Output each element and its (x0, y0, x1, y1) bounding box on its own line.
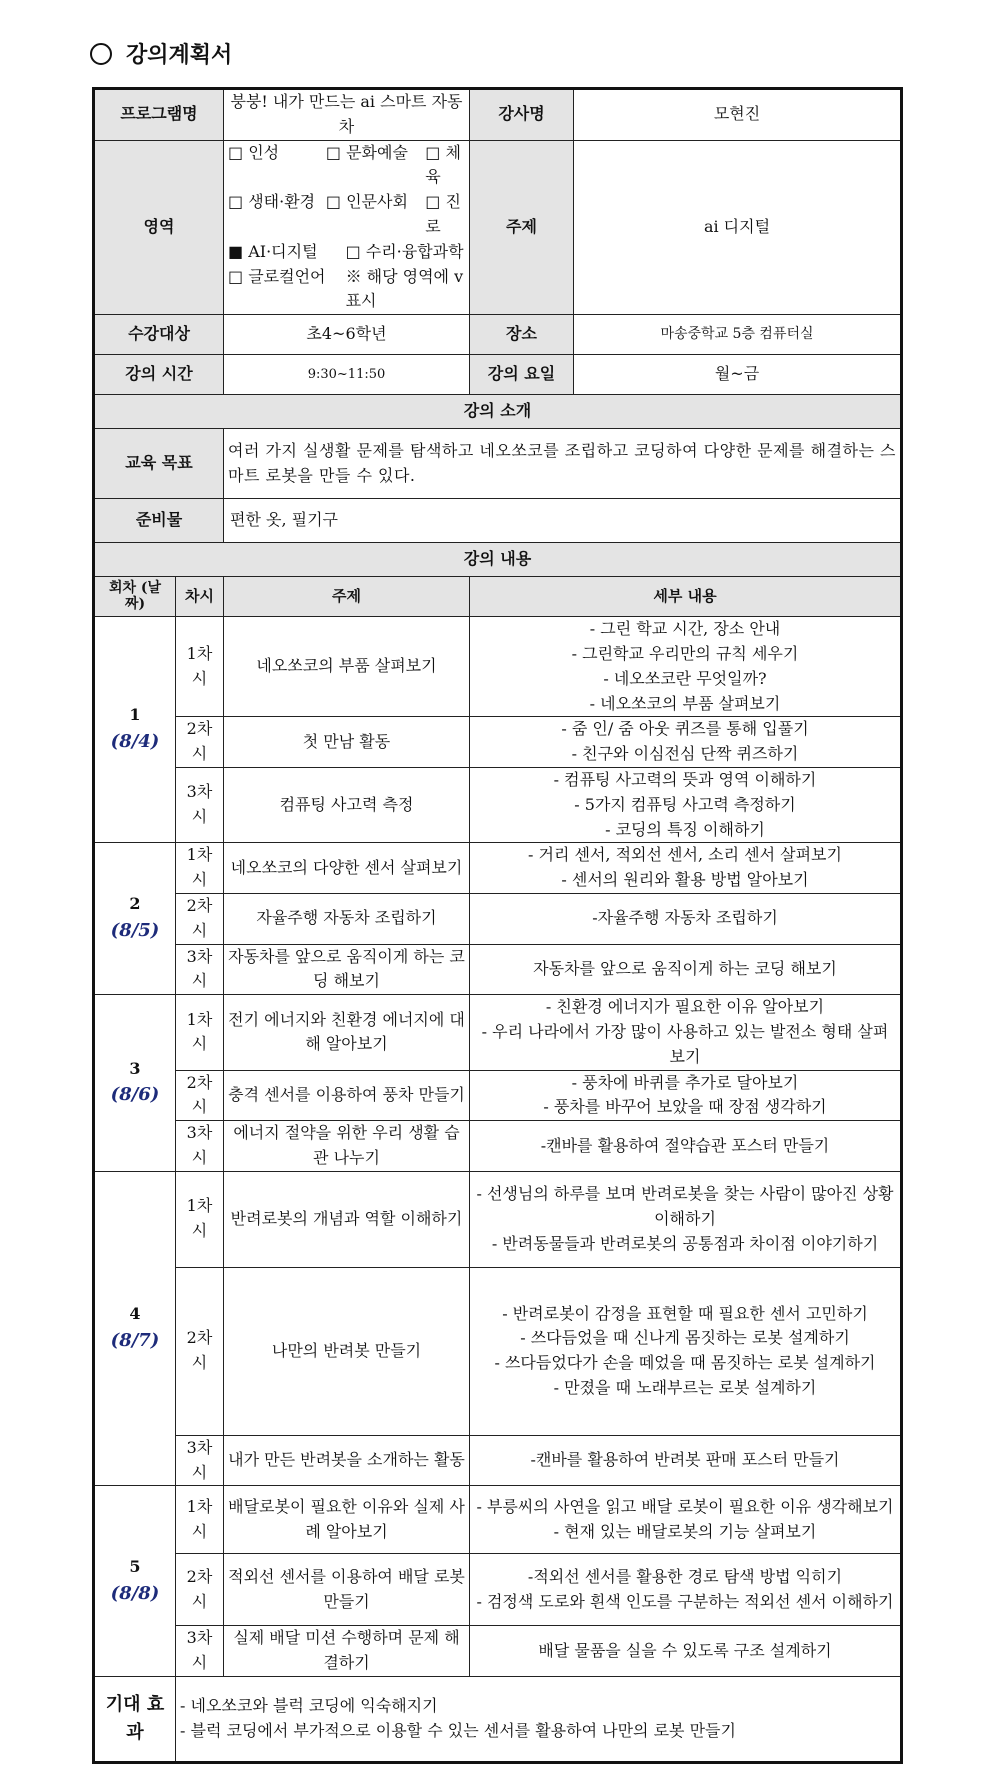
content-row (94, 717, 902, 768)
content-row (94, 1554, 902, 1626)
detail-line: - 현재 있는 배달로봇의 기능 살펴보기 (553, 1521, 817, 1541)
content-row (94, 617, 902, 717)
detail-line: - 거리 센서, 적외선 센서, 소리 센서 살펴보기 (528, 845, 842, 865)
period-cell: 2차시 (176, 893, 224, 944)
goal-label: 교육 목표 (94, 429, 224, 499)
target-label: 수강대상 (94, 315, 224, 355)
col-session-header: 회차 (날짜) (94, 577, 176, 617)
period-cell: 3차시 (176, 944, 224, 995)
area-option: □ 인성 (228, 142, 280, 162)
effect-list (176, 1676, 902, 1762)
detail-line: - 줌 인/ 줌 아웃 퀴즈를 통해 입풀기 (561, 719, 809, 739)
period-cell: 3차시 (176, 767, 224, 842)
content-row (94, 893, 902, 944)
period-cell: 1차시 (176, 1486, 224, 1554)
detail-line: -자율주행 자동차 조립하기 (592, 908, 778, 928)
area-option: □ 문화예술 (325, 142, 408, 162)
detail-line: - 풍차에 바퀴를 추가로 달아보기 (571, 1072, 799, 1092)
effect-item: - 블럭 코딩에서 부가적으로 이용할 수 있는 센서를 활용하여 나만의 로봇 만들기 (180, 1720, 736, 1740)
detail-line: - 친환경 에너지가 필요한 이유 알아보기 (545, 997, 825, 1017)
area-row (228, 265, 465, 315)
subject-label: 주제 (470, 140, 574, 315)
detail-cell (470, 617, 902, 717)
instructor-label: 강사명 (470, 89, 574, 141)
area-checklist (224, 140, 470, 315)
detail-line: - 컴퓨팅 사고력의 뜻과 영역 이해하기 (553, 769, 817, 789)
session-number: 1 (129, 705, 141, 725)
detail-cell (470, 843, 902, 894)
circle-bullet-icon (90, 43, 112, 65)
detail-cell (470, 767, 902, 842)
instructor-name: 모현진 (574, 89, 902, 141)
session-date: (8/8) (110, 1582, 160, 1604)
area-option: ■ AI·디지털 (228, 241, 318, 261)
detail-line: -캔바를 활용하여 반려봇 판매 포스터 만들기 (530, 1450, 840, 1470)
content-row (94, 1626, 902, 1677)
period-cell: 2차시 (176, 1554, 224, 1626)
session-number: 4 (129, 1304, 141, 1324)
period-cell: 2차시 (176, 717, 224, 768)
lecture-plan-table (92, 87, 903, 1764)
effect-item: - 네오쏘코와 블럭 코딩에 익숙해지기 (180, 1696, 438, 1716)
detail-line: - 그린 학교 시간, 장소 안내 (589, 619, 781, 639)
topic-cell: 나만의 반려봇 만들기 (224, 1267, 470, 1435)
area-row (228, 190, 465, 240)
target-value: 초4~6학년 (224, 315, 470, 355)
period-cell: 1차시 (176, 1171, 224, 1267)
period-cell: 1차시 (176, 617, 224, 717)
detail-line: - 검정색 도로와 흰색 인도를 구분하는 적외선 센서 이해하기 (476, 1591, 894, 1611)
program-name: 붕붕! 내가 만드는 ai 스마트 자동차 (224, 89, 470, 141)
topic-cell: 실제 배달 미션 수행하며 문제 해결하기 (224, 1626, 470, 1677)
detail-cell (470, 1070, 902, 1121)
col-period-header: 차시 (176, 577, 224, 617)
topic-cell: 자율주행 자동차 조립하기 (224, 893, 470, 944)
detail-line: - 부릉씨의 사연을 읽고 배달 로봇이 필요한 이유 생각해보기 (476, 1497, 894, 1516)
detail-line: - 반려로봇이 감정을 표현할 때 필요한 센서 고민하기 (502, 1303, 868, 1323)
topic-cell: 첫 만남 활동 (224, 717, 470, 768)
detail-cell (470, 893, 902, 944)
detail-cell (470, 1486, 902, 1554)
time-label: 강의 시간 (94, 355, 224, 395)
detail-line: - 그린학교 우리만의 규칙 세우기 (571, 643, 799, 663)
detail-line: - 코딩의 특징 이해하기 (605, 819, 765, 839)
session-cell (94, 1171, 176, 1486)
content-row (94, 1267, 902, 1435)
session-cell (94, 995, 176, 1172)
detail-cell (470, 717, 902, 768)
period-cell: 3차시 (176, 1435, 224, 1486)
detail-line: - 5가지 컴퓨팅 사고력 측정하기 (574, 794, 796, 814)
session-cell (94, 843, 176, 995)
detail-line: - 친구와 이심전심 단짝 퀴즈하기 (571, 744, 799, 764)
area-option: □ 글로컬언어 (228, 266, 326, 286)
area-option: □ 생태·환경 (228, 192, 316, 212)
session-number: 2 (129, 894, 141, 914)
content-row (94, 767, 902, 842)
detail-cell (470, 995, 902, 1070)
session-cell (94, 1486, 176, 1677)
day-label: 강의 요일 (470, 355, 574, 395)
topic-cell: 컴퓨팅 사고력 측정 (224, 767, 470, 842)
session-number: 5 (129, 1556, 141, 1576)
detail-line: -캔바를 활용하여 절약습관 포스터 만들기 (540, 1135, 830, 1155)
place-label: 장소 (470, 315, 574, 355)
detail-line: 자동차를 앞으로 움직이게 하는 코딩 해보기 (533, 958, 837, 978)
topic-cell: 자동차를 앞으로 움직이게 하는 코딩 해보기 (224, 944, 470, 995)
area-row (228, 141, 465, 191)
detail-line: - 만졌을 때 노래부르는 로봇 설계하기 (553, 1378, 817, 1397)
detail-line: - 센서의 원리와 활용 방법 알아보기 (561, 870, 809, 890)
topic-cell: 적외선 센서를 이용하여 배달 로봇 만들기 (224, 1554, 470, 1626)
detail-line: - 네오쏘코의 부품 살펴보기 (589, 693, 781, 713)
detail-cell (470, 1171, 902, 1267)
detail-line: - 선생님의 하루를 보며 반려로봇을 찾는 사람이 많아진 상황 이해하기 (476, 1184, 894, 1228)
period-cell: 1차시 (176, 995, 224, 1070)
effect-label: 기대 효과 (94, 1676, 176, 1762)
goal-text: 여러 가지 실생활 문제를 탐색하고 네오쏘코를 조립하고 코딩하여 다양한 문제를 해결하는 스마트 로봇을 만들 수 있다. (224, 429, 902, 499)
detail-line: - 풍차를 바꾸어 보았을 때 장점 생각하기 (543, 1097, 827, 1117)
detail-line: - 쓰다듬었을 때 신나게 몸짓하는 로봇 설계하기 (520, 1328, 850, 1348)
col-detail-header: 세부 내용 (470, 577, 902, 617)
materials-text: 편한 옷, 필기구 (224, 499, 902, 543)
detail-line: - 반려동물들과 반려로봇의 공통점과 차이점 이야기하기 (491, 1233, 879, 1253)
document-title-text: 강의계획서 (126, 42, 233, 68)
detail-cell (470, 1121, 902, 1172)
content-row (94, 1070, 902, 1121)
content-header: 강의 내용 (94, 543, 902, 577)
detail-line: - 네오쏘코란 무엇일까? (603, 668, 767, 688)
document-title (90, 38, 232, 69)
subject-value: ai 디지털 (574, 140, 902, 315)
session-date: (8/6) (110, 1084, 160, 1106)
program-label: 프로그램명 (94, 89, 224, 141)
session-date: (8/4) (110, 731, 160, 753)
detail-cell (470, 1554, 902, 1626)
content-row (94, 1486, 902, 1554)
area-row (228, 240, 465, 265)
topic-cell: 네오쏘코의 부품 살펴보기 (224, 617, 470, 717)
content-row (94, 995, 902, 1070)
content-row (94, 1121, 902, 1172)
content-row (94, 1435, 902, 1486)
period-cell: 1차시 (176, 843, 224, 894)
topic-cell: 전기 에너지와 친환경 에너지에 대해 알아보기 (224, 995, 470, 1070)
detail-cell (470, 1435, 902, 1486)
topic-cell: 충격 센서를 이용하여 풍차 만들기 (224, 1070, 470, 1121)
area-option: □ 진로 (425, 192, 461, 236)
content-row (94, 944, 902, 995)
detail-line: 배달 물품을 실을 수 있도록 구조 설계하기 (538, 1640, 832, 1660)
session-number: 3 (129, 1058, 141, 1078)
content-row (94, 1171, 902, 1267)
content-row (94, 843, 902, 894)
period-cell: 2차시 (176, 1267, 224, 1435)
area-option: □ 체육 (425, 142, 461, 187)
topic-cell: 내가 만든 반려봇을 소개하는 활동 (224, 1435, 470, 1486)
period-cell: 3차시 (176, 1626, 224, 1677)
topic-cell: 반려로봇의 개념과 역할 이해하기 (224, 1171, 470, 1267)
detail-line: - 우리 나라에서 가장 많이 사용하고 있는 발전소 형태 살펴보기 (481, 1021, 889, 1066)
detail-line: - 쓰다듬었다가 손을 떼었을 때 몸짓하는 로봇 설계하기 (494, 1353, 876, 1373)
detail-cell (470, 944, 902, 995)
detail-line: -적외선 센서를 활용한 경로 탐색 방법 익히기 (527, 1567, 843, 1586)
materials-label: 준비물 (94, 499, 224, 543)
area-option: ※ 해당 영역에 v 표시 (345, 266, 464, 311)
intro-header: 강의 소개 (94, 395, 902, 429)
area-option: □ 인문사회 (325, 192, 408, 212)
area-option: □ 수리·융합과학 (345, 241, 464, 261)
area-label: 영역 (94, 140, 224, 315)
detail-cell (470, 1267, 902, 1435)
topic-cell: 네오쏘코의 다양한 센서 살펴보기 (224, 843, 470, 894)
place-value: 마송중학교 5층 컴퓨터실 (574, 315, 902, 355)
day-value: 월~금 (574, 355, 902, 395)
col-topic-header: 주제 (224, 577, 470, 617)
session-cell (94, 617, 176, 843)
period-cell: 3차시 (176, 1121, 224, 1172)
topic-cell: 배달로봇이 필요한 이유와 실제 사례 알아보기 (224, 1486, 470, 1554)
time-value: 9:30~11:50 (224, 355, 470, 395)
period-cell: 2차시 (176, 1070, 224, 1121)
detail-cell (470, 1626, 902, 1677)
session-date: (8/5) (110, 920, 160, 942)
topic-cell: 에너지 절약을 위한 우리 생활 습관 나누기 (224, 1121, 470, 1172)
session-date: (8/7) (110, 1329, 160, 1351)
